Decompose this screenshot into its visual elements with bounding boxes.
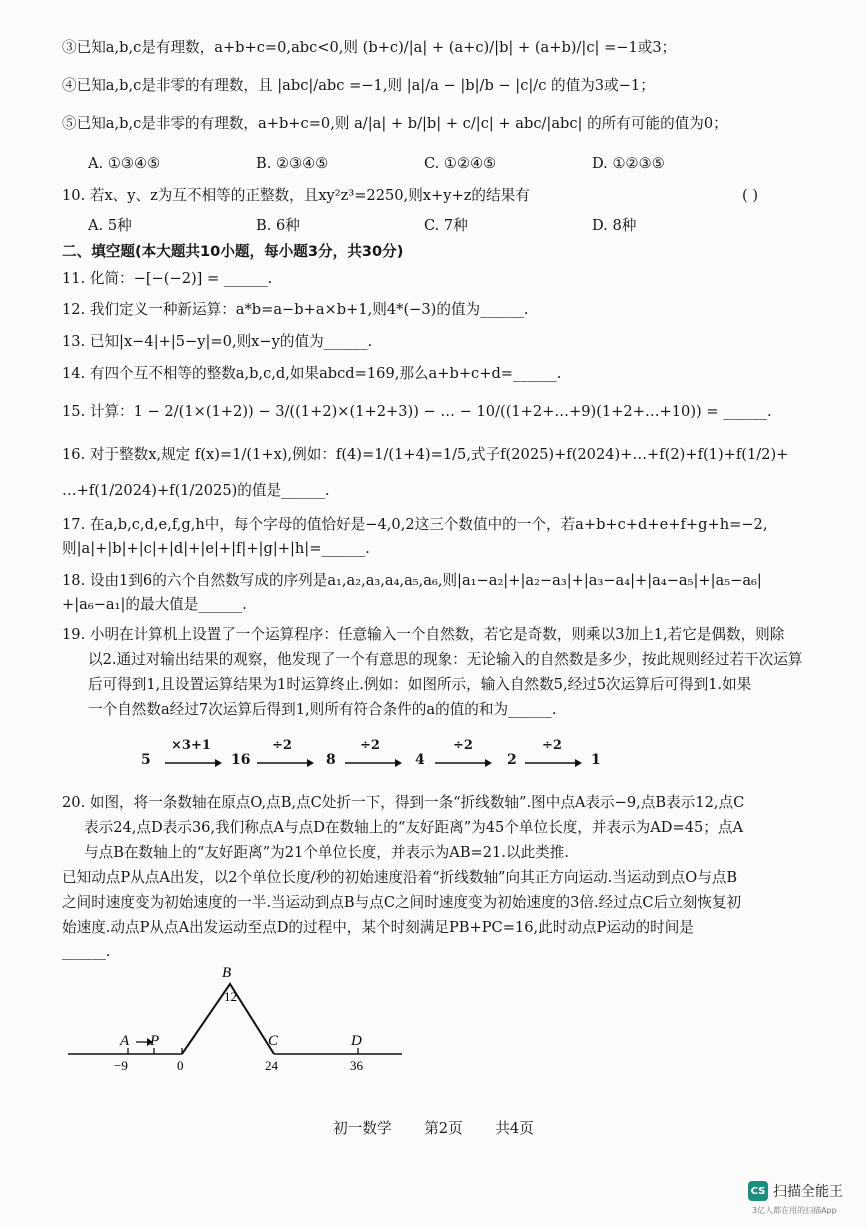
flow-op: ×3+1 (171, 738, 211, 753)
q20-line1: 20. 如图，将一条数轴在原点O,点B,点C处折一下，得到一条“折线数轴”.图中点A表示−9,点B表示12,点C (62, 794, 745, 811)
flow-op: ÷2 (360, 738, 380, 753)
flow-op: ÷2 (272, 738, 292, 753)
flow-number: 4 (415, 752, 425, 768)
q10-option-b[interactable]: B. 6种 (256, 217, 300, 234)
q17-line2: 则|a|+|b|+|c|+|d|+|e|+|f|+|g|+|h|=______. (62, 540, 370, 557)
arrow-right-icon (257, 756, 315, 770)
point-d-label: D (351, 1033, 362, 1049)
q20-line6: 始速度.动点P从点A出发运动至点D的过程中，某个时刻满足PB+PC=16,此时动点P运动的时间是 (62, 919, 694, 936)
q16-line2: …+f(1/2024)+f(1/2025)的值是______. (62, 482, 330, 499)
q17-line1: 17. 在a,b,c,d,e,f,g,h中，每个字母的值恰好是−4,0,2这三个数值中的一个，若a+b+c+d+e+f+g+h=−2, (62, 516, 768, 533)
flow-number: 1 (591, 752, 601, 768)
point-c-label: C (268, 1033, 279, 1049)
flow-number: 8 (326, 752, 336, 768)
arrow-right-icon (435, 756, 493, 770)
q19-line3: 后可得到1,且设置运算结果为1时运算终止.例如：如图所示，输入自然数5,经过5次运算后可得到1.如果 (88, 676, 752, 693)
watermark-title: 扫描全能王 (773, 1184, 843, 1200)
q14: 14. 有四个互不相等的整数a,b,c,d,如果abcd=169,那么a+b+c+d=______. (62, 365, 562, 382)
point-b-label: B (222, 965, 232, 981)
q10-options (88, 214, 760, 235)
flow-op: ÷2 (453, 738, 473, 753)
page-footer (0, 1117, 867, 1138)
q16-line1: 16. 对于整数x,规定 f(x)=1/(1+x),例如：f(4)=1/(1+4)=1/5,式子f(2025)+f(2024)+…+f(2)+f(1)+f(1/2)+ (62, 446, 789, 463)
scanner-watermark (748, 1181, 843, 1201)
point-p-label: P (150, 1033, 160, 1049)
q18-line1: 18. 设由1到6的六个自然数写成的序列是a₁,a₂,a₃,a₄,a₅,a₆,则|a₁−a₂|+|a₂−a₃|+|a₃−a₄|+|a₄−a₅|+|a₅−a₆| (62, 572, 762, 589)
q19-line1: 19. 小明在计算机上设置了一个运算程序：任意输入一个自然数，若它是奇数，则乘以3加上1,若它是偶数，则除 (62, 626, 785, 643)
q10-answer-paren[interactable]: ( ) (742, 187, 759, 204)
q9-option-d[interactable]: D. ①②③⑤ (592, 155, 665, 172)
tick-label-d: 36 (350, 1058, 363, 1073)
q18-line2: +|a₆−a₁|的最大值是______. (62, 596, 247, 613)
q10-option-a[interactable]: A. 5种 (88, 217, 132, 234)
footer-total: 共4页 (495, 1120, 534, 1137)
q20-line4: 已知动点P从点A出发，以2个单位长度/秒的初始速度沿着“折线数轴”向其正方向运动.当运动到点O与点B (62, 869, 738, 886)
q10-option-c[interactable]: C. 7种 (424, 217, 468, 234)
q12: 12. 我们定义一种新运算：a*b=a−b+a×b+1,则4*(−3)的值为______. (62, 301, 529, 318)
arrow-right-icon (525, 756, 583, 770)
footer-page: 第2页 (424, 1120, 463, 1137)
statement-3: ③已知a,b,c是有理数，a+b+c=0,abc<0,则 (b+c)/|a| + (a+c)/|b| + (a+b)/|c| =−1或3； (62, 39, 677, 56)
q20-answer-blank[interactable]: ______. (62, 943, 111, 960)
arrow-right-icon (345, 756, 403, 770)
footer-subject: 初一数学 (333, 1120, 392, 1137)
q10-option-d[interactable]: D. 8种 (592, 217, 637, 234)
watermark-subtitle: 3亿人都在用的扫描App (752, 1206, 837, 1215)
q9-option-c[interactable]: C. ①②④⑤ (424, 155, 497, 172)
q9-option-a[interactable]: A. ①③④⑤ (88, 155, 161, 172)
point-a-label: A (120, 1033, 130, 1049)
flow-number: 5 (141, 752, 151, 768)
q9-options (88, 155, 760, 172)
q9-option-b[interactable]: B. ②③④⑤ (256, 155, 329, 172)
q19-line4: 一个自然数a经过7次运算后得到1,则所有符合条件的a的值的和为______. (88, 701, 557, 718)
q10-text: 10. 若x、y、z为互不相等的正整数，且xy²z³=2250,则x+y+z的结果有 (62, 187, 530, 204)
q11: 11. 化简：−[−(−2)] = ______. (62, 270, 273, 287)
tick-label-o: 0 (177, 1058, 184, 1073)
tick-label-c: 24 (265, 1058, 278, 1073)
q19-line2: 以2.通过对输出结果的观察，他发现了一个有意思的现象：无论输入的自然数是多少，按此规则经过若干次运算 (88, 651, 803, 668)
tick-label-b: 12 (224, 989, 237, 1004)
q20-line3: 与点B在数轴上的“友好距离”为21个单位长度，并表示为AB=21.以此类推. (84, 844, 569, 861)
flow-diagram (135, 738, 605, 774)
flow-number: 2 (507, 752, 517, 768)
folded-number-line-figure (60, 962, 410, 1077)
q20-line5: 之间时速度变为初始速度的一半.当运动到点B与点C之间时速度变为初始速度的3倍.经过点C后立刻恢复初 (62, 894, 742, 911)
q20-line2: 表示24,点D表示36,我们称点A与点D在数轴上的“友好距离”为45个单位长度，并表示为AD=45；点A (84, 819, 744, 836)
flow-number: 16 (231, 752, 251, 768)
arrow-right-icon (165, 756, 223, 770)
flow-op: ÷2 (542, 738, 562, 753)
statement-4: ④已知a,b,c是非零的有理数，且 |abc|/abc =−1,则 |a|/a − |b|/b − |c|/c 的值为3或−1； (62, 77, 655, 94)
section-title: 二、填空题(本大题共10小题，每小题3分，共30分) (62, 243, 404, 260)
q15: 15. 计算：1 − 2/(1×(1+2)) − 3/((1+2)×(1+2+3)) − … − 10/((1+2+…+9)(1+2+…+10)) = ______. (62, 403, 772, 420)
camscanner-logo-icon: CS (748, 1181, 768, 1201)
statement-5: ⑤已知a,b,c是非零的有理数，a+b+c=0,则 a/|a| + b/|b| + c/|c| + abc/|abc| 的所有可能的值为0； (62, 115, 728, 132)
tick-label-a: −9 (114, 1058, 128, 1073)
q13: 13. 已知|x−4|+|5−y|=0,则x−y的值为______. (62, 333, 373, 350)
